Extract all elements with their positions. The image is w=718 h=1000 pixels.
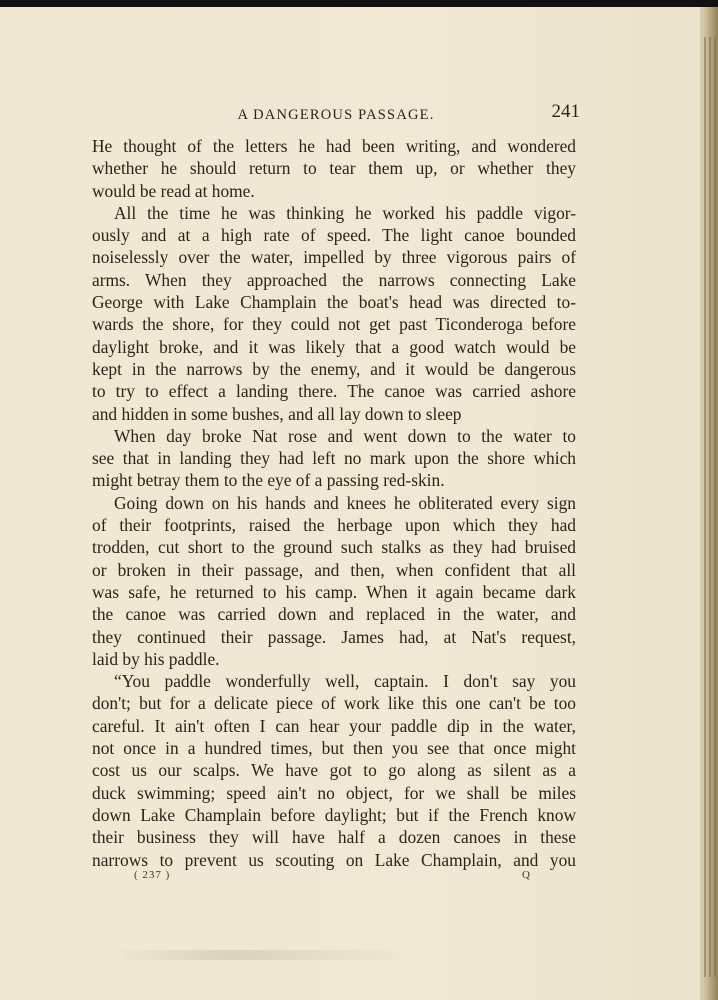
- text-line: He thought of the letters he had been writing, and wondered: [92, 136, 576, 156]
- text-line: noiselessly over the water, impelled by three vigorous pairs of: [92, 247, 576, 268]
- page-edge-line: [714, 37, 716, 977]
- text-line: down Lake Champlain before daylight; but if the French know: [92, 804, 576, 825]
- signature-mark: ( 237 ): [134, 869, 171, 881]
- page-number: 241: [551, 101, 580, 122]
- text-line: whether he should return to tear them up, or whether they: [92, 158, 576, 179]
- text-line: duck swimming; speed ain't no object, for we shall be miles: [92, 782, 576, 803]
- text-line: All the time he was thinking he worked his paddle vigor-: [114, 202, 576, 223]
- text-line: to try to effect a landing there. The canoe was carried ashore: [92, 381, 576, 402]
- body-text: [92, 135, 576, 871]
- text-line: careful. It ain't often I can hear your paddle dip in the water,: [92, 715, 576, 736]
- text-line: trodden, cut short to the ground such stalks as they had bruised: [92, 537, 576, 558]
- running-head: A DANGEROUS PASSAGE.: [237, 107, 435, 123]
- text-line: the canoe was carried down and replaced in the water, and: [92, 604, 576, 625]
- text-line: cost us our scalps. We have got to go along as silent as a: [92, 760, 576, 781]
- page-edge-line: [704, 37, 706, 977]
- scan-top-border: [0, 0, 718, 7]
- text-line: “You paddle wonderfully well, captain. I don't say you: [114, 671, 576, 692]
- text-line: they continued their passage. James had, at Nat's request,: [92, 626, 576, 647]
- text-line: George with Lake Champlain the boat's head was directed to-: [92, 292, 576, 313]
- text-line: would be read at home.: [92, 180, 255, 201]
- text-line: laid by his paddle.: [92, 648, 220, 669]
- text-line: see that in landing they had left no mark upon the shore which: [92, 448, 576, 469]
- text-line: don't; but for a delicate piece of work like this one can't be too: [92, 693, 576, 714]
- text-line: Going down on his hands and knees he obliterated every sign: [114, 492, 576, 513]
- text-line: of their footprints, raised the herbage upon which they had: [92, 515, 576, 536]
- page-footer: [92, 869, 576, 887]
- text-line: and hidden in some bushes, and all lay down to sleep: [92, 403, 462, 424]
- text-line: was safe, he returned to his camp. When it again became dark: [92, 581, 576, 602]
- text-line: or broken in their passage, and then, when confident that all: [92, 559, 576, 580]
- scan-smudge: [110, 950, 410, 960]
- text-line: arms. When they approached the narrows connecting Lake: [92, 269, 576, 290]
- text-line: narrows to prevent us scouting on Lake Champlain, and you: [92, 849, 576, 870]
- text-line: daylight broke, and it was likely that a good watch would be: [92, 336, 576, 357]
- page-edge: [700, 7, 718, 1000]
- page-edge-line: [709, 37, 711, 977]
- text-line: their business they will have half a dozen canoes in these: [92, 827, 576, 848]
- text-line: might betray them to the eye of a passing red-skin.: [92, 470, 445, 491]
- text-line: ously and at a high rate of speed. The light canoe bounded: [92, 225, 576, 246]
- page-header: [92, 101, 580, 129]
- text-line: wards the shore, for they could not get past Ticonderoga before: [92, 314, 576, 335]
- text-line: kept in the narrows by the enemy, and it would be dangerous: [92, 358, 576, 379]
- text-line: When day broke Nat rose and went down to the water to: [114, 425, 576, 446]
- signature-letter: Q: [522, 869, 530, 881]
- text-line: not once in a hundred times, but then you see that once might: [92, 738, 576, 759]
